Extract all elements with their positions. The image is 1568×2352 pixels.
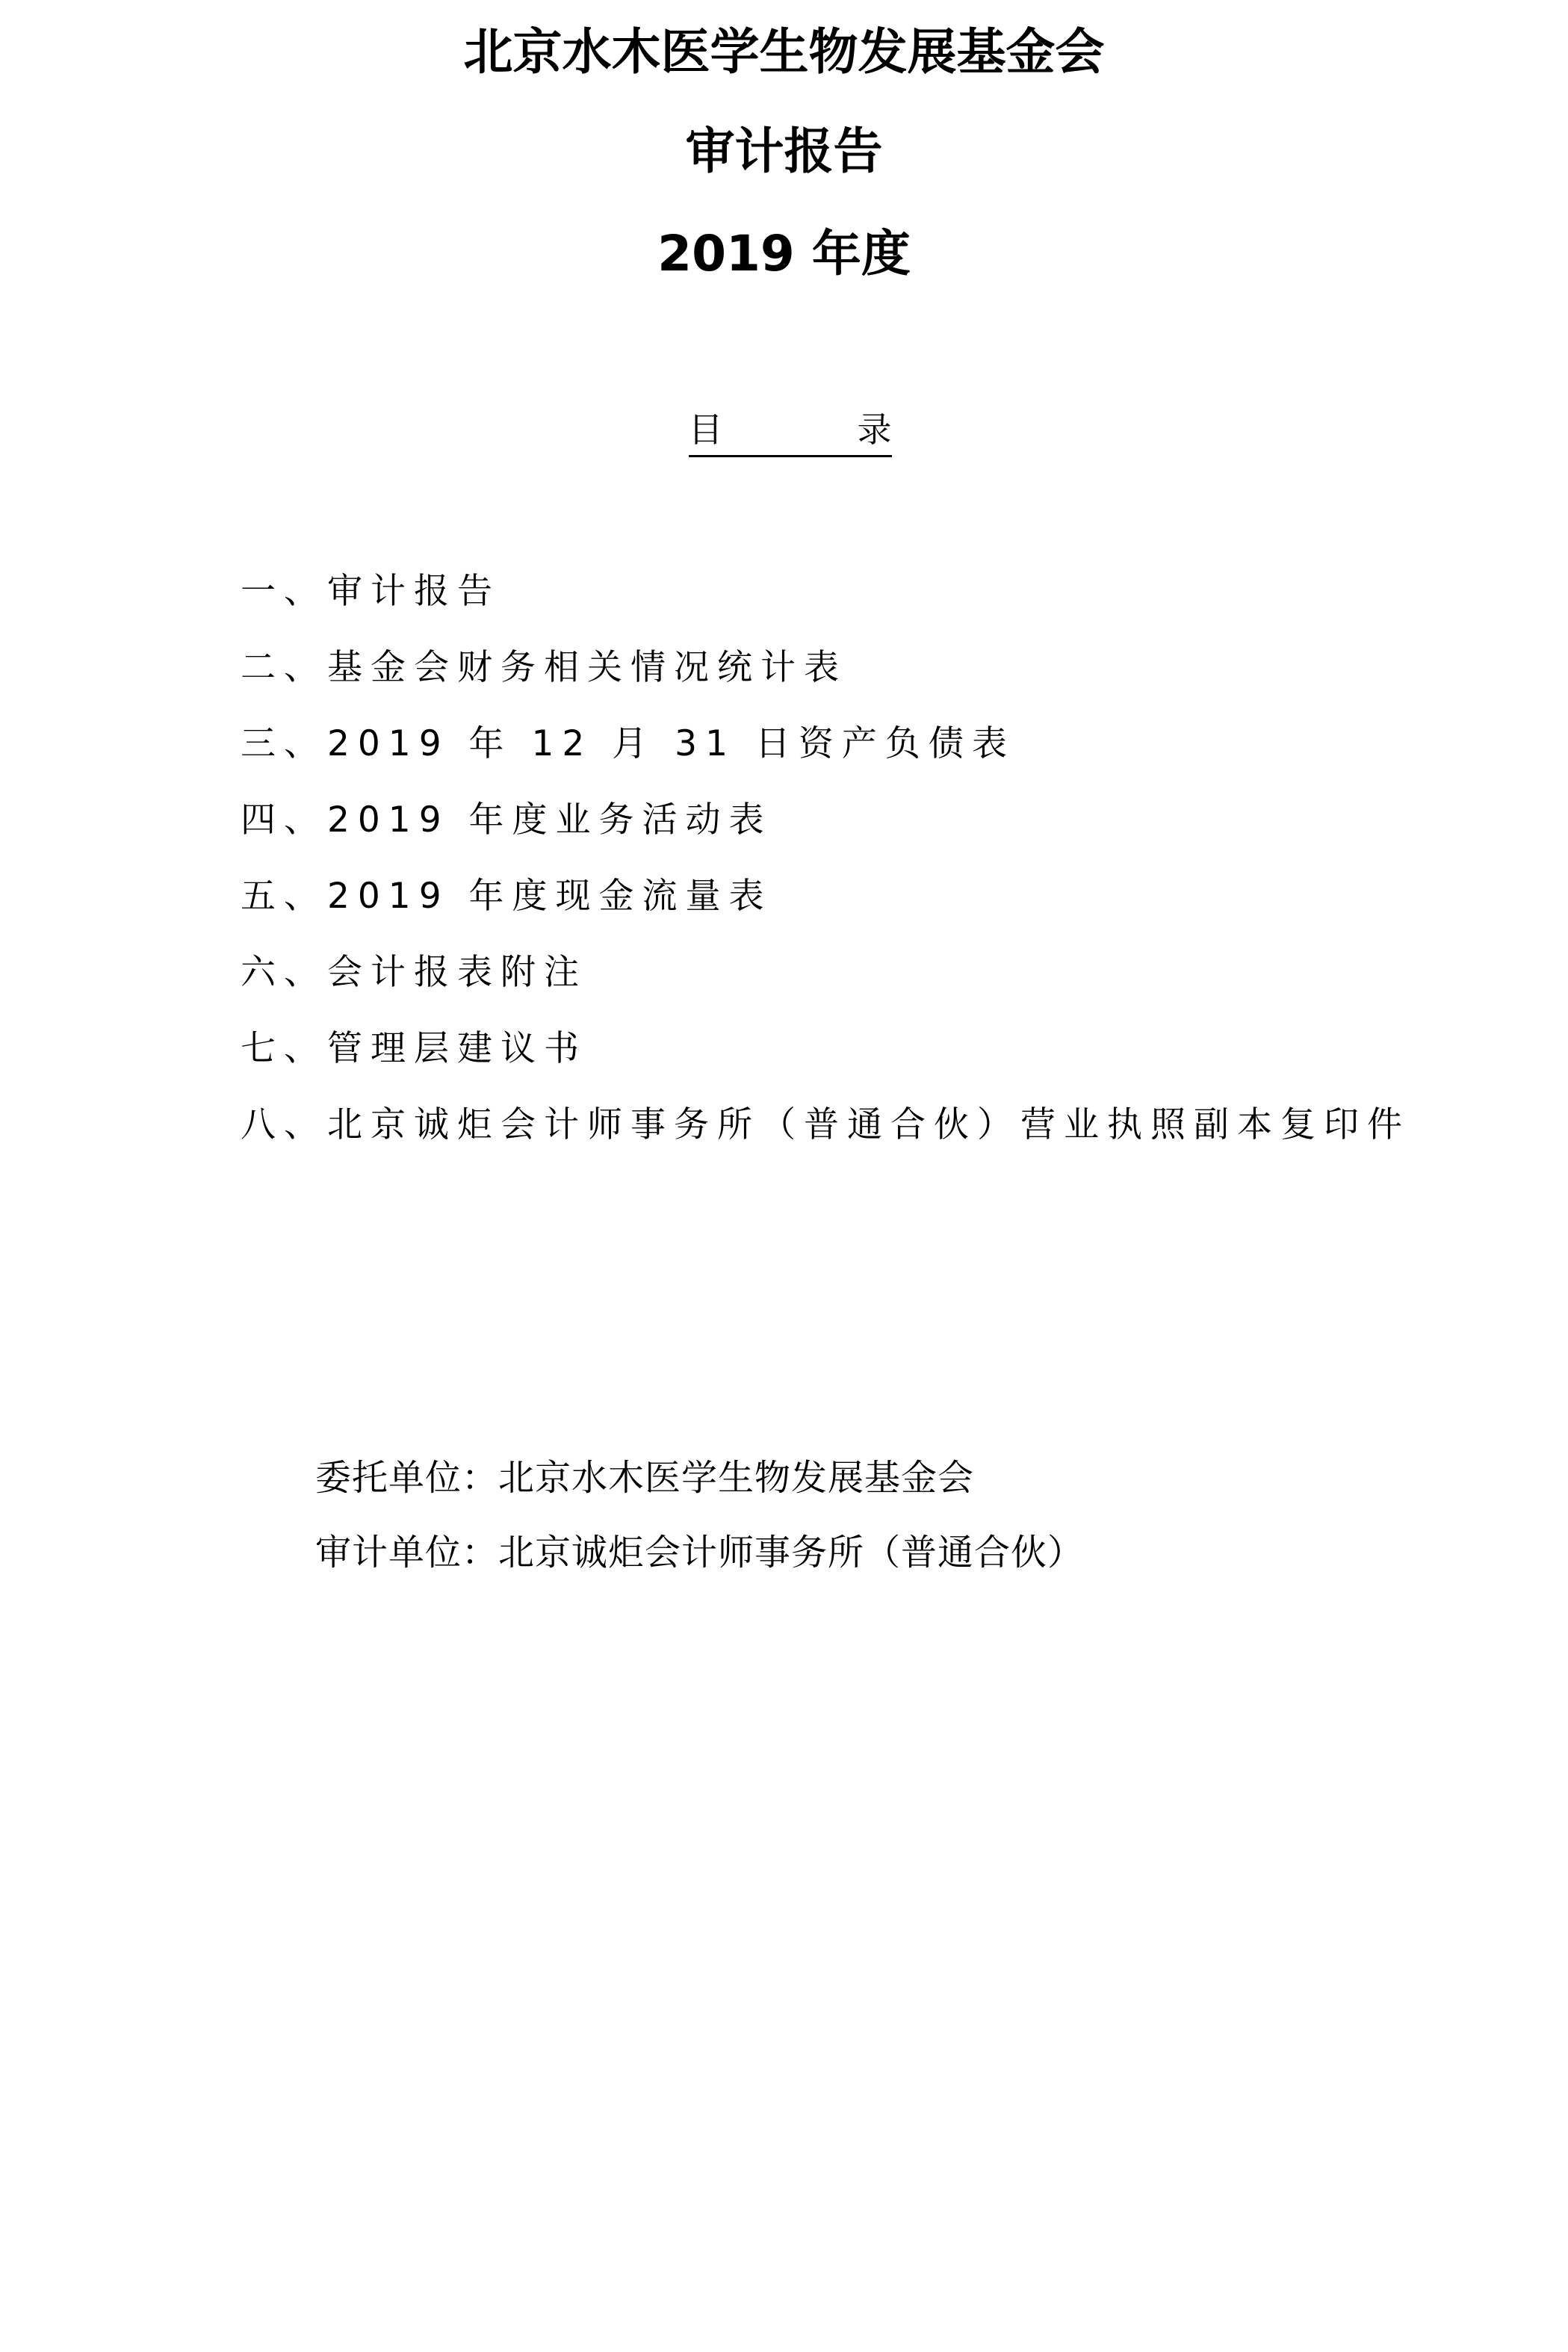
document-title: 北京水木医学生物发展基金会 [463, 23, 1105, 81]
toc-item-7: 七、管理层建议书 [241, 1028, 587, 1069]
client-unit: 委托单位：北京水木医学生物发展基金会 [315, 1457, 975, 1499]
toc-item-4: 四、2019 年度业务活动表 [241, 799, 772, 841]
toc-item-2: 二、基金会财务相关情况统计表 [241, 647, 847, 688]
table-of-contents [241, 569, 1525, 1179]
toc-item-3: 三、2019 年 12 月 31 日资产负债表 [241, 723, 1015, 764]
toc-heading [0, 407, 1568, 457]
toc-item-8: 八、北京诚炬会计师事务所（普通合伙）营业执照副本复印件 [241, 1104, 1410, 1145]
toc-heading-text: 目 录 [689, 407, 892, 457]
report-title: 审计报告 [685, 123, 883, 180]
toc-item-6: 六、会计报表附注 [241, 952, 587, 993]
toc-item-5: 五、2019 年度现金流量表 [241, 876, 772, 917]
auditor-unit: 审计单位：北京诚炬会计师事务所（普通合伙） [315, 1532, 1085, 1573]
report-year: 2019 年度 [657, 225, 911, 282]
toc-item-1: 一、审计报告 [241, 571, 501, 612]
